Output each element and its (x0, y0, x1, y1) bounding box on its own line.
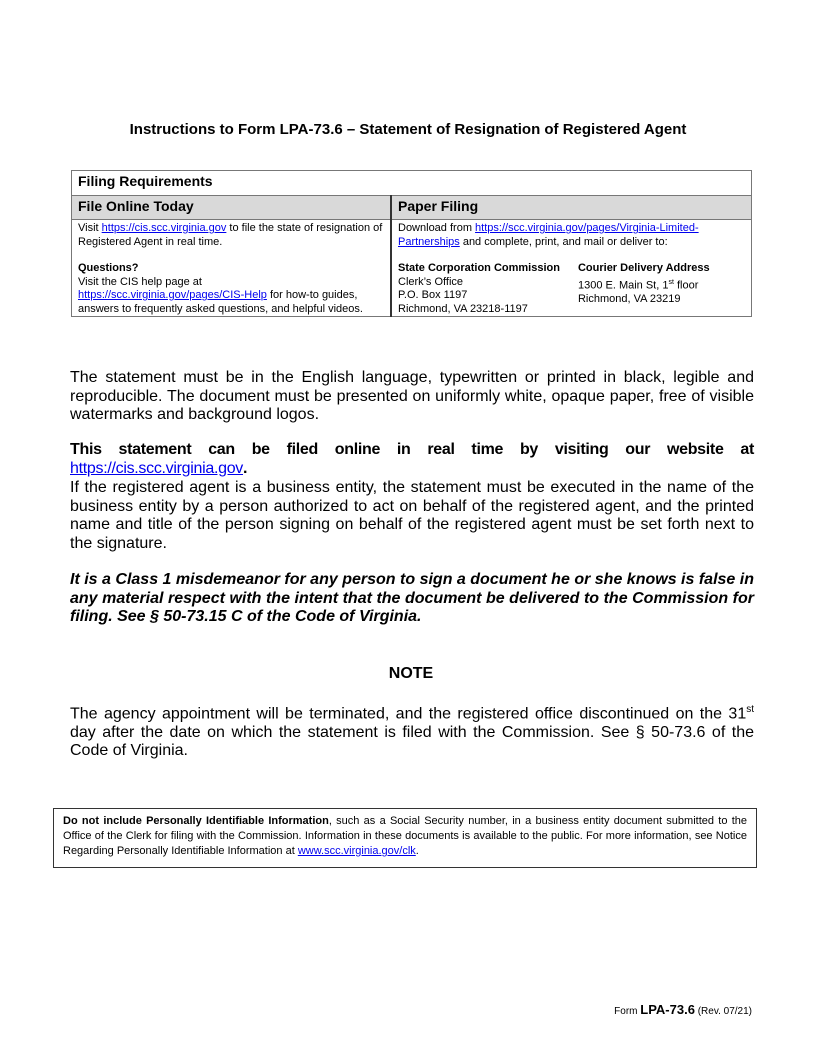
text: This statement can be filed online in real time by visiting our website at (70, 441, 754, 458)
text: st (746, 704, 754, 715)
courier-address (578, 262, 710, 316)
text: st (668, 278, 674, 286)
cis-help-link[interactable]: https://scc.virginia.gov/pages/CIS-Help (78, 289, 267, 301)
text: Richmond, VA 23218-1197 (398, 302, 528, 315)
text: . (415, 845, 419, 857)
text: Clerk’s Office (398, 275, 464, 288)
text: for how-to guides, answers to frequently asked questions, and helpful videos. (78, 289, 363, 315)
paper-header: Paper Filing (391, 196, 752, 220)
online-header: File Online Today (72, 196, 392, 220)
pii-bold: Do not include Personally Identifiable Information (63, 815, 329, 827)
mail-title: State Corporation Commission (398, 262, 560, 274)
text: Download from (398, 222, 476, 234)
courier-title: Courier Delivery Address (577, 262, 710, 274)
download-link[interactable]: https://scc.virginia.gov/pages/Virginia-Limited-Partnerships (398, 222, 699, 248)
clk-link[interactable]: www.scc.virginia.gov/clk (297, 845, 416, 857)
paragraph-misdemeanor: It is a Class 1 misdemeanor for any person to sign a document he or she knows is false in any material respect with the intent that the document be delivered to the Commission for filing. See § 50-73.15 C of the Code of Virginia. (70, 571, 754, 625)
text: to file the state of resignation of Registered Agent in real time. (78, 222, 383, 248)
text: day after the date on which the statement is filed with the Commission. See § 50-73.6 of the Code of Virginia. (70, 723, 754, 760)
questions-label: Questions? (78, 262, 139, 274)
text: Visit the CIS help page at (78, 275, 202, 288)
table-heading: Filing Requirements (72, 171, 752, 196)
text: . (243, 459, 248, 477)
paper-cell (391, 220, 752, 317)
text: floor (673, 279, 699, 292)
paragraph-requirements: The statement must be in the English language, typewritten or printed in black, legible and reproducible. The document must be presented on uniformly white, opaque paper, free of visible watermarks and background logos. (70, 369, 754, 423)
form-number: LPA-73.6 (640, 1002, 695, 1017)
revision: (Rev. 07/21) (694, 1006, 752, 1017)
paragraph-business-entity: If the registered agent is a business entity, the statement must be executed in the name of the business entity by a person authorized to act on behalf of the registered agent, and the printed name and title of the person signing on behalf of the registered agent must be set forth next to the signature. (70, 479, 754, 552)
page-title: Instructions to Form LPA-73.6 – Statement of Resignation of Registered Agent (129, 121, 687, 138)
online-cell (72, 220, 392, 317)
text: The agency appointment will be terminated, and the registered office discontinued on the 31 (70, 705, 747, 723)
paragraph-note (70, 701, 754, 761)
text: and complete, print, and mail or deliver to: (459, 235, 668, 248)
cis-website-link[interactable]: https://cis.scc.virginia.gov (70, 459, 243, 477)
text: Richmond, VA 23219 (577, 292, 681, 305)
text: Form (614, 1006, 641, 1017)
mail-address (398, 262, 560, 316)
filing-requirements-table (71, 170, 752, 317)
text: , such as a Social Security number, in a business entity document submitted to the Office of the Clerk for filing with the Commission. Information in these documents is available to the public. For more information, see Notice Regarding Personally Identifiable Information at (63, 815, 747, 857)
pii-notice-box (53, 808, 757, 868)
cis-link[interactable]: https://cis.scc.virginia.gov (101, 222, 227, 234)
note-heading: NOTE (388, 665, 434, 682)
text: P.O. Box 1197 (398, 289, 468, 301)
form-footer (614, 1002, 752, 1017)
text: Visit (78, 222, 102, 234)
paragraph-online (70, 441, 754, 478)
text: 1300 E. Main St, 1 (577, 279, 669, 292)
